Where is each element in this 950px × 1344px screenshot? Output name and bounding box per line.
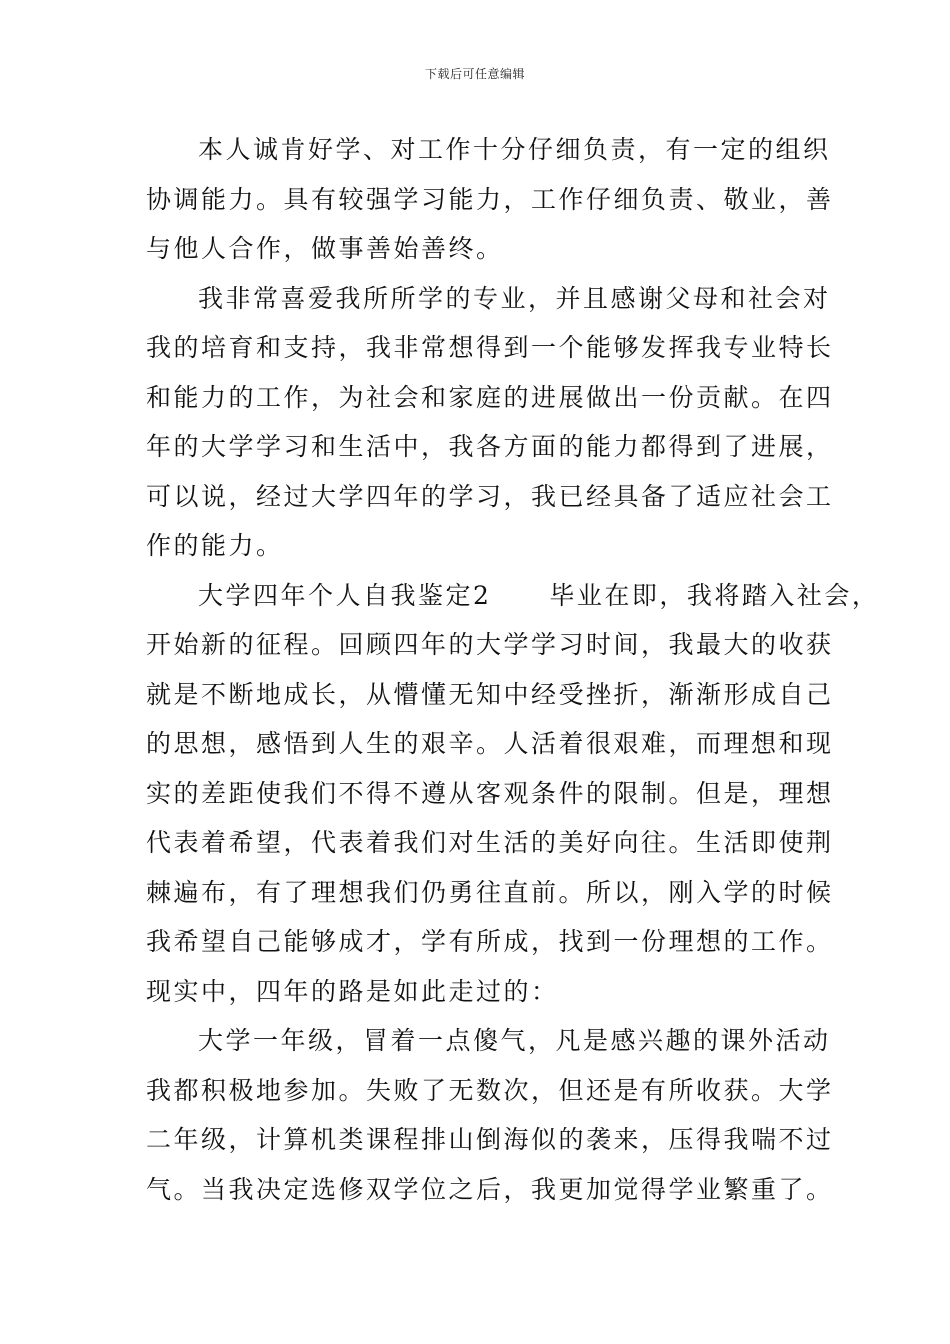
paragraph-3-line-9: 现实中，四年的路是如此走过的： [146,976,559,1006]
paragraph-2-line-5: 可以说，经过大学四年的学习，我已经具备了适应社会工 [146,481,834,511]
paragraph-1-line-2: 协调能力。具有较强学习能力，工作仔细负责、敬业，善 [146,184,834,214]
paragraph-4-line-4: 气。当我决定选修双学位之后，我更加觉得学业繁重了。 [146,1174,834,1204]
paragraph-3-line-8: 我希望自己能够成才，学有所成，找到一份理想的工作。 [146,927,834,956]
paragraph-4-line-1: 大学一年级，冒着一点傻气，凡是感兴趣的课外活动 [198,1026,831,1055]
paragraph-3-line-3: 就是不断地成长，从懵懂无知中经受挫折，渐渐形成自己 [146,679,834,709]
paragraph-4-line-2: 我都积极地参加。失败了无数次，但还是有所收获。大学 [146,1075,834,1105]
paragraph-3-line-6: 代表着希望，代表着我们对生活的美好向往。生活即使荆 [146,828,834,857]
paragraph-3-line-5: 实的差距使我们不得不遵从客观条件的限制。但是，理想 [146,778,834,808]
paragraph-2-line-3: 和能力的工作，为社会和家庭的进展做出一份贡献。在四 [146,382,834,412]
paragraph-3-line-1 [146,571,880,621]
paragraph-3-line-2: 开始新的征程。回顾四年的大学学习时间，我最大的收获 [146,630,834,659]
page-header: 下载后可任意编辑 [424,67,525,81]
paragraph-2-line-2: 我的培育和支持，我非常想得到一个能够发挥我专业特长 [146,333,834,362]
section-heading: 大学四年个人自我鉴定2 [198,580,492,610]
paragraph-3-first-line-text: 毕业在即，我将踏入社会， [549,580,880,610]
paragraph-1-line-3: 与他人合作，做事善始善终。 [146,234,504,263]
paragraph-2-line-1: 我非常喜爱我所所学的专业，并且感谢父母和社会对 [198,283,831,313]
paragraph-2-line-4: 年的大学学习和生活中，我各方面的能力都得到了进展， [146,432,834,461]
paragraph-2-line-6: 作的能力。 [146,531,284,560]
paragraph-3-line-7: 棘遍布，有了理想我们仍勇往直前。所以，刚入学的时候 [146,877,834,907]
document-body [146,125,880,1214]
paragraph-1-line-1: 本人诚肯好学、对工作十分仔细负责，有一定的组织 [198,135,831,164]
paragraph-3-line-4: 的思想，感悟到人生的艰辛。人活着很艰难，而理想和现 [146,729,834,758]
paragraph-4-line-3: 二年级，计算机类课程排山倒海似的袭来，压得我喘不过 [146,1125,834,1154]
